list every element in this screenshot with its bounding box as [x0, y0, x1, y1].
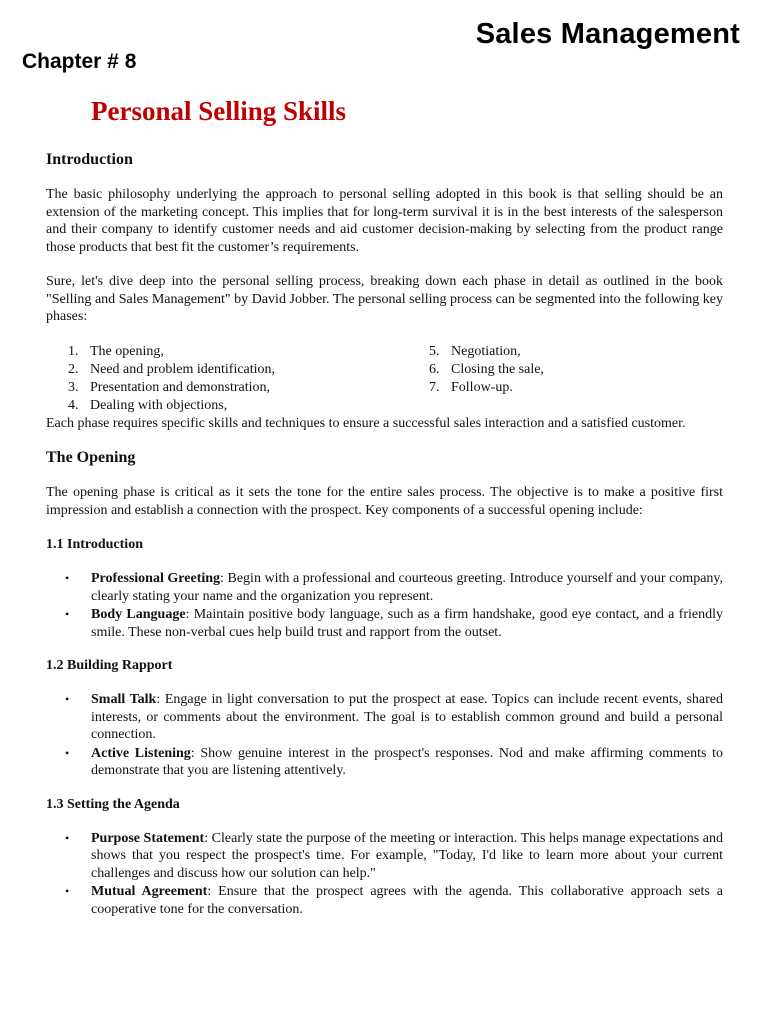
list-item: • Small Talk: Engage in light conversation to put the prospect at ease. Topics can include recent events, shared interests, or comments about the environment. The goal is to establish common ground and build a personal connection. [65, 692, 724, 742]
bullet-icon: • [65, 571, 70, 585]
document-title: Personal Selling Skills [91, 96, 347, 126]
phases-column-2 [429, 343, 544, 415]
list-item: • Professional Greeting: Begin with a professional and courteous greeting. Introduce yourself and your company, clearly stating your name and the organization you represent. [65, 571, 724, 604]
phase-item: 6. Closing the sale, [429, 361, 544, 377]
list-item: • Purpose Statement: Clearly state the purpose of the meeting or interaction. This helps manage expectations and shows that you respect the prospect's time. For example, "Today, I'd like to learn more about your current challenges and discuss how our solution can help." [65, 830, 723, 881]
header-title: Sales Management [475, 18, 740, 50]
subsection-1-heading: 1.1 Introduction [46, 537, 143, 552]
phase-item: 7. Follow-up. [429, 379, 513, 395]
list-item: • Active Listening: Show genuine interest in the prospect's responses. Nod and make affirming comments to demonstrate that you are listening attentively. [65, 745, 723, 778]
list-item: • Body Language: Maintain positive body language, such as a firm handshake, good eye contact, and a friendly smile. These non-verbal cues help build trust and rapport from the outset. [65, 607, 724, 640]
list-item: • Mutual Agreement: Ensure that the prospect agrees with the agenda. This collaborative approach sets a cooperative tone for the conversation. [65, 884, 723, 917]
subsection-1-list [46, 570, 723, 641]
bullet-icon: • [65, 830, 70, 845]
phases-list [46, 343, 723, 415]
document-body [46, 150, 723, 934]
subsection-2-list [46, 691, 723, 780]
subsection-3-list [46, 830, 723, 919]
phase-item: 4. Dealing with objections, [68, 397, 228, 413]
bullet-icon: • [65, 884, 70, 898]
opening-heading: The Opening [46, 449, 136, 466]
phase-item: 5. Negotiation, [429, 343, 521, 359]
intro-paragraph-2: Sure, let's dive deep into the personal selling process, breaking down each phase in detail as outlined in the book "Selling and Sales Management" by David Jobber. The personal selling process can be segmented into the following key phases: [46, 274, 723, 324]
bullet-icon: • [65, 607, 70, 621]
phase-item: 2. Need and problem identification, [68, 361, 276, 377]
opening-paragraph: The opening phase is critical as it sets the tone for the entire sales process. The objective is to make a positive first impression and establish a connection with the prospect. Key components of a successful opening include: [46, 485, 723, 518]
chapter-label: Chapter # 8 [22, 50, 137, 73]
bullet-icon: • [65, 745, 70, 760]
intro-heading: Introduction [46, 151, 133, 168]
phase-item: 1. The opening, [68, 343, 164, 359]
subsection-2-heading: 1.2 Building Rapport [46, 658, 173, 673]
phase-item: 3. Presentation and demonstration, [68, 379, 271, 395]
subsection-3-heading: 1.3 Setting the Agenda [46, 796, 180, 812]
phases-note: Each phase requires specific skills and techniques to ensure a successful sales interaction and a satisfied customer. [46, 415, 686, 431]
bullet-icon: • [65, 692, 70, 706]
intro-paragraph-1: The basic philosophy underlying the approach to personal selling adopted in this book is that selling should be an extension of the marketing concept. This implies that for long-term survival it is in the best interests of the salesperson and their company to identify customer needs and aid customer decision-making by selecting from the product range those products that best fit the customer’s requirements. [46, 187, 723, 255]
phases-column-1 [46, 343, 429, 415]
